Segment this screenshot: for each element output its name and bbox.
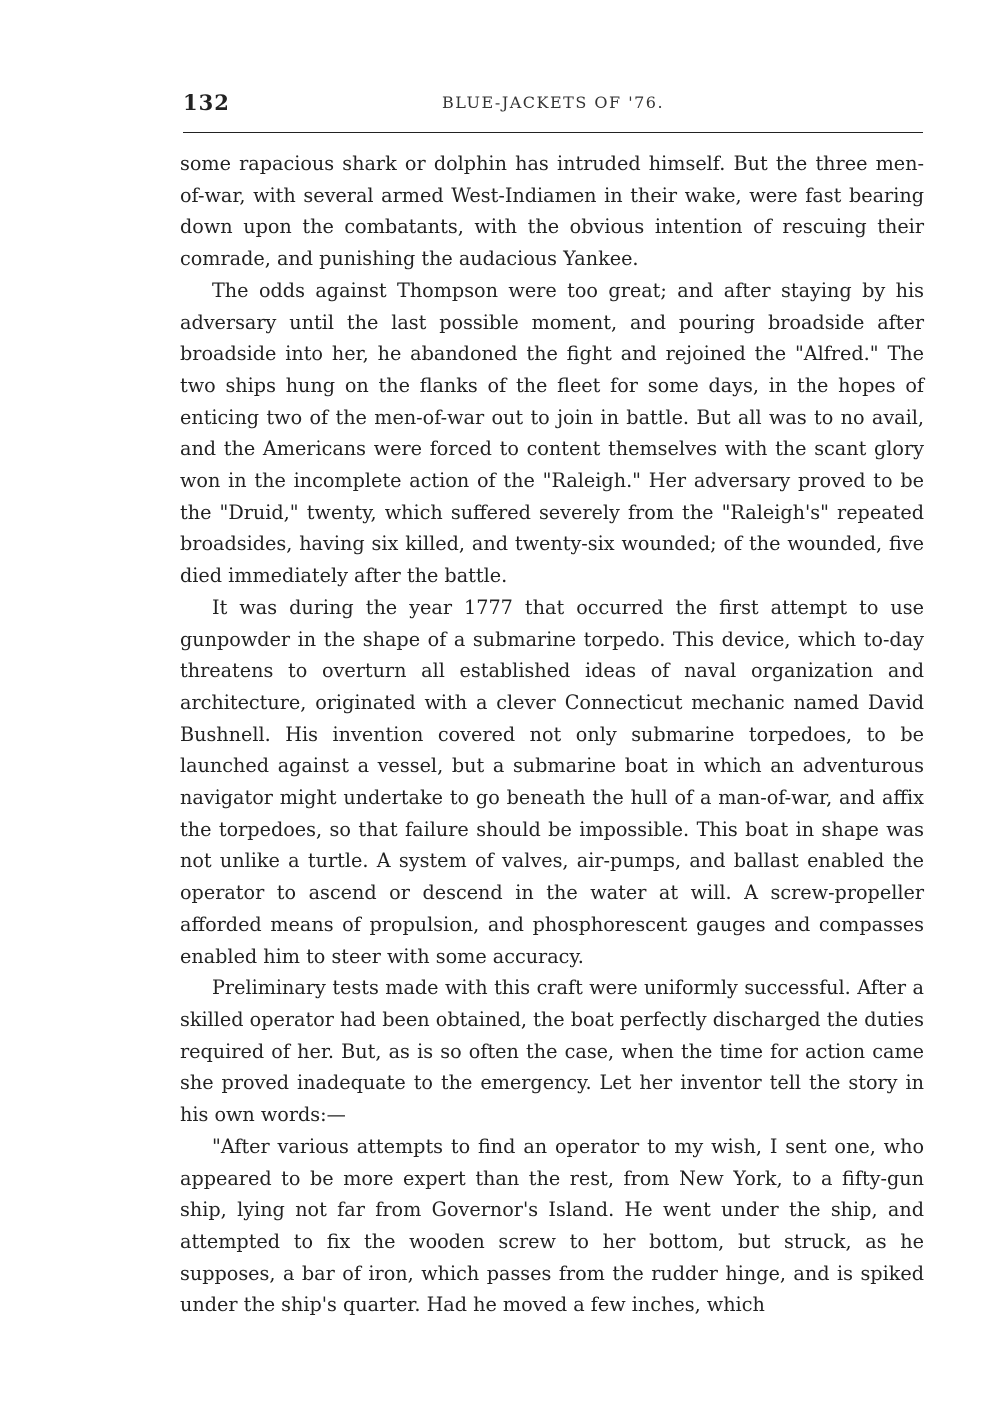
page-header	[183, 90, 923, 120]
paragraph-continued: some rapacious shark or dolphin has intruded himself. But the three men-of-war, with several armed West-Indiamen in their wake, were fast bearing down upon the combatants, with the obvious intention of rescuing their comrade, and punishing the audacious Yankee.	[180, 152, 924, 271]
paragraph: It was during the year 1777 that occurred the first attempt to use gunpowder in the shape of a submarine torpedo. This device, which to-day threatens to overturn all established ideas of naval organization and architecture, originated with a clever Connecticut mechanic named David Bushnell. His invention covered not only submarine torpedoes, to be launched against a vessel, but a submarine boat in which an adventurous navigator might undertake to go beneath the hull of a man-of-war, and affix the torpedoes, so that failure should be impossible. This boat in shape was not unlike a turtle. A system of valves, air-pumps, and ballast enabled the operator to ascend or descend in the water at will. A screw-propeller afforded means of propulsion, and phosphorescent gauges and compasses enabled him to steer with some accuracy.	[180, 595, 924, 968]
running-head: BLUE-JACKETS OF '76.	[441, 93, 665, 112]
paragraph-quotation: "After various attempts to find an operator to my wish, I sent one, who appeared to be more expert than the rest, from New York, to a fifty-gun ship, lying not far from Governor's Island. He went under the ship, and attempted to fix the wooden screw to her bottom, but struck, as he supposes, a bar of iron, which passes from the rudder hinge, and is spiked under the ship's quarter. Had he moved a few inches, which	[180, 1134, 924, 1317]
body-text	[180, 148, 924, 1321]
header-rule	[183, 132, 923, 133]
paragraph: Preliminary tests made with this craft were uniformly successful. After a skilled operator had been obtained, the boat perfectly discharged the duties required of her. But, as is so often the case, when the time for action came she proved inadequate to the emergency. Let her inventor tell the story in his own words:—	[180, 976, 924, 1127]
page-number: 132	[183, 90, 230, 115]
paragraph: The odds against Thompson were too great; and after staying by his adversary until the last possible moment, and pouring broadside after broadside into her, he abandoned the fight and rejoined the "Alfred." The two ships hung on the flanks of the fleet for some days, in the hopes of enticing two of the men-of-war out to join in battle. But all was to no avail, and the Americans were forced to content themselves with the scant glory won in the incomplete action of the "Raleigh." Her adversary proved to be the "Druid," twenty, which suffered severely from the "Raleigh's" repeated broadsides, having six killed, and twenty-six wounded; of the wounded, five died immediately after the battle.	[180, 278, 924, 588]
